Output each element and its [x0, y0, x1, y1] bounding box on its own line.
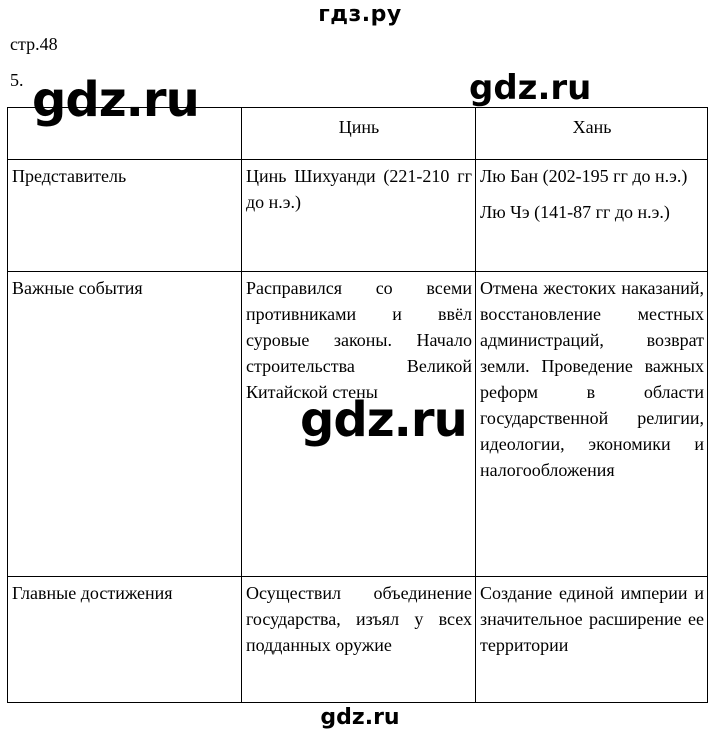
row-label: Главные достижения	[8, 577, 242, 703]
task-number: 5.	[10, 70, 24, 90]
watermark: gdz.ru	[469, 68, 592, 108]
cell-text: Осуществил объединение государства, изъял у всех подданных оружие	[246, 583, 472, 655]
cell-text: Отмена жестоких наказаний, восстановление местных администраций, возврат земли. Проведение важных реформ в области государственной религии, идеологии, экономики и налогообложения	[480, 278, 704, 480]
watermark: gdz.ru	[300, 392, 467, 448]
header-cell-qin: Цинь	[242, 108, 476, 160]
cell-text: Лю Бан (202-195 гг до н.э.)	[480, 166, 688, 186]
row-label: Представитель	[8, 160, 242, 272]
cell-text: Расправился со всеми противниками и ввёл суровые законы. Начало строительства Великой Китайской стены	[246, 278, 472, 402]
han-cell	[476, 272, 708, 577]
site-header: гдз.ру	[318, 2, 402, 27]
cell-text: Цинь Шихуанди (221-210 гг до н.э.)	[246, 166, 472, 212]
watermark: gdz.ru	[32, 72, 199, 128]
table-row	[8, 577, 708, 703]
header-cell-han: Хань	[476, 108, 708, 160]
site-footer: gdz.ru	[320, 705, 400, 730]
qin-cell	[242, 577, 476, 703]
cell-text: Лю Чэ (141-87 гг до н.э.)	[480, 202, 670, 222]
han-cell	[476, 160, 708, 272]
cell-text: Создание единой империи и значительное расширение ее территории	[480, 583, 704, 655]
row-label: Важные события	[8, 272, 242, 577]
qin-cell	[242, 160, 476, 272]
han-cell	[476, 577, 708, 703]
page-reference: стр.48	[10, 34, 58, 54]
table-row	[8, 160, 708, 272]
